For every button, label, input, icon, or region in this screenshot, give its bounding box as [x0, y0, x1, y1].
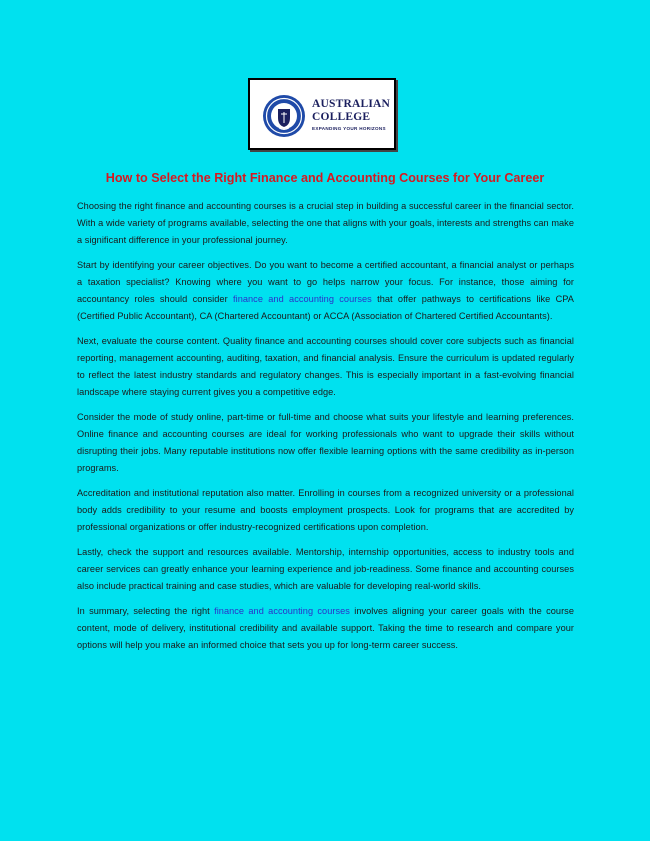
paragraph-course-content: Next, evaluate the course content. Quality finance and accounting courses should cover core subjects such as financial reporting, management accounting, auditing, taxation, and financial analysis. Ensure the curriculum is updated regularly to reflect the latest industry standards and regulatory changes. This is especially important in a fast-evolving financial landscape where staying current gives you a competitive edge. [77, 336, 574, 397]
paragraph-intro: Choosing the right finance and accounting courses is a crucial step in building a successful career in the financial sector. With a wide variety of programs available, selecting the one that aligns with your goals, interests and strengths can make a significant difference in your professional journey. [77, 201, 574, 245]
paragraph-text: In summary, selecting the right [77, 606, 215, 617]
article-body [77, 198, 574, 662]
paragraph-text: Start by identifying your career objectives. Do you want to become a certified accountant, a financial analyst or perhaps a taxation specialist? Knowing where you want to go helps narrow your focus. For instance, those aiming for accountancy roles should consider [77, 260, 574, 304]
finance-accounting-courses-link[interactable]: finance and accounting courses [233, 293, 372, 304]
paragraph-support: Lastly, check the support and resources available. Mentorship, internship opportunities, access to industry tools and career services can greatly enhance your learning experience and job-readiness. Some finance and accounting courses also include practical training and case studies, which are valuable for developing real-world skills. [77, 547, 574, 592]
paragraph-text: that offer pathways to certifications like CPA (Certified Public Accountant), CA (Chartered Accountant) or ACCA (Association of Chartered Certified Accountants). [77, 293, 574, 321]
logo-tagline: EXPANDING YOUR HORIZONS [312, 126, 386, 131]
article-title: How to Select the Right Finance and Accounting Courses for Your Career [105, 171, 545, 185]
college-seal-icon [262, 94, 306, 138]
paragraph-study-mode: Consider the mode of study online, part-time or full-time and choose what suits your lifestyle and learning preferences. Online finance and accounting courses are ideal for working professionals who want to upgrade their skills without disrupting their jobs. Many reputable institutions now offer flexible learning options with the same credibility as in-person programs. [77, 412, 574, 473]
logo-text-line2: COLLEGE [312, 111, 371, 123]
paragraph-accreditation: Accreditation and institutional reputation also matter. Enrolling in courses from a recognized university or a professional body adds credibility to your resume and boosts employment prospects. Look for programs that are accredited by professional organizations or offer industry-recognized certifications upon completion. [77, 488, 574, 532]
finance-accounting-courses-link[interactable]: finance and accounting courses [214, 606, 350, 617]
college-logo [248, 78, 396, 150]
paragraph-summary [77, 603, 574, 654]
logo-text-line1: AUSTRALIAN [312, 98, 391, 110]
paragraph-text: involves aligning your career goals with the course content, mode of delivery, institutional credibility and available support. Taking the time to research and compare your options will help you make an informed choice that sets you up for long-term career success. [77, 606, 574, 651]
paragraph-career-objectives [77, 257, 574, 325]
